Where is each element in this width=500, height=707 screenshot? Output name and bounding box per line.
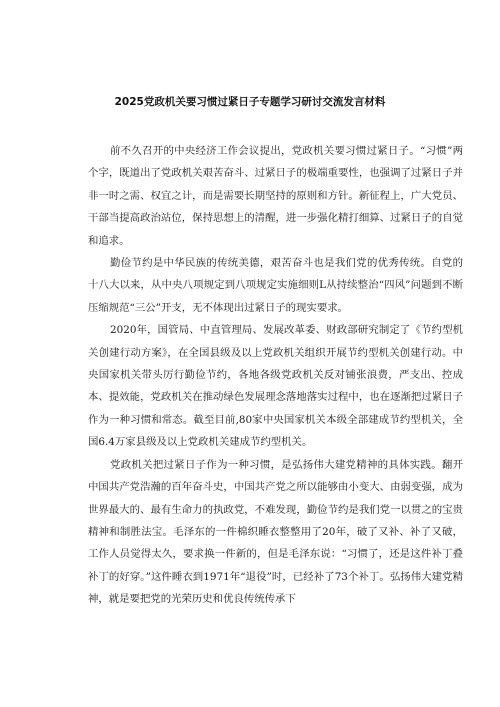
document-body bbox=[88, 140, 463, 611]
paragraph: 勤俭节约是中华民族的传统美德，艰苦奋斗也是我们党的优秀传统。自党的十八大以来，从中央八项规定到八项规定实施细则L从持续整治“四风”问题到不断压缩规范“三公”开支，无不体现出过紧日子的现实要求。 bbox=[88, 257, 463, 314]
paragraph: 2020年，国管局、中直管理局、发展改革委、财政部研究制定了《节约型机关创建行动方案》，在全国县级及以上党政机关组织开展节约型机关创建行动。中央国家机关带头厉行勤俭节约，各地各级党政机关反对铺张浪费，严支出、控成本、提效能，党政机关在推动绿色发展理念落地落实过程中，也在逐渐把过紧日子作为一种习惯和常态。截至目前,80家中央国家机关本级全部建成节约型机关，全国6.4万家县级及以上党政机关建成节约型机关。 bbox=[88, 324, 463, 449]
paragraph: 党政机关把过紧日子作为一种习惯，是弘扬伟大建党精神的具体实践。翻开中国共产党浩瀚的百年奋斗史，中国共产党之所以能够由小变大、由弱变强，成为世界最大的、最有生命力的执政党，不难发现，勤俭节约是我们党一以贯之的宝贵精神和制胜法宝。毛泽东的一件棉织睡衣整整用了20年，破了又补、补了又破，工作人员觉得太久，要求换一件新的，但是毛泽东说：“习惯了，还是这件补丁叠补丁的好穿。”这件睡衣到1971年“退役”时，已经补了73个补丁。弘扬伟大建党精神，就是要把党的光荣历史和优良传统传承下 bbox=[88, 458, 463, 606]
paragraph: 前不久召开的中央经济工作会议提出，党政机关要习惯过紧日子。“习惯”两个字，既道出了党政机关艰苦奋斗、过紧日子的极端重要性，也强调了过紧日子并非一时之需、权宜之计，而是需要长期坚持的原则和方针。新征程上，广大党员、干部当提高政治站位，保持思想上的清醒，进一步强化精打细算、过紧日子的自觉和追求。 bbox=[88, 145, 463, 247]
document-title: 2025党政机关要习惯过紧日子专题学习研讨交流发言材料 bbox=[114, 96, 386, 108]
